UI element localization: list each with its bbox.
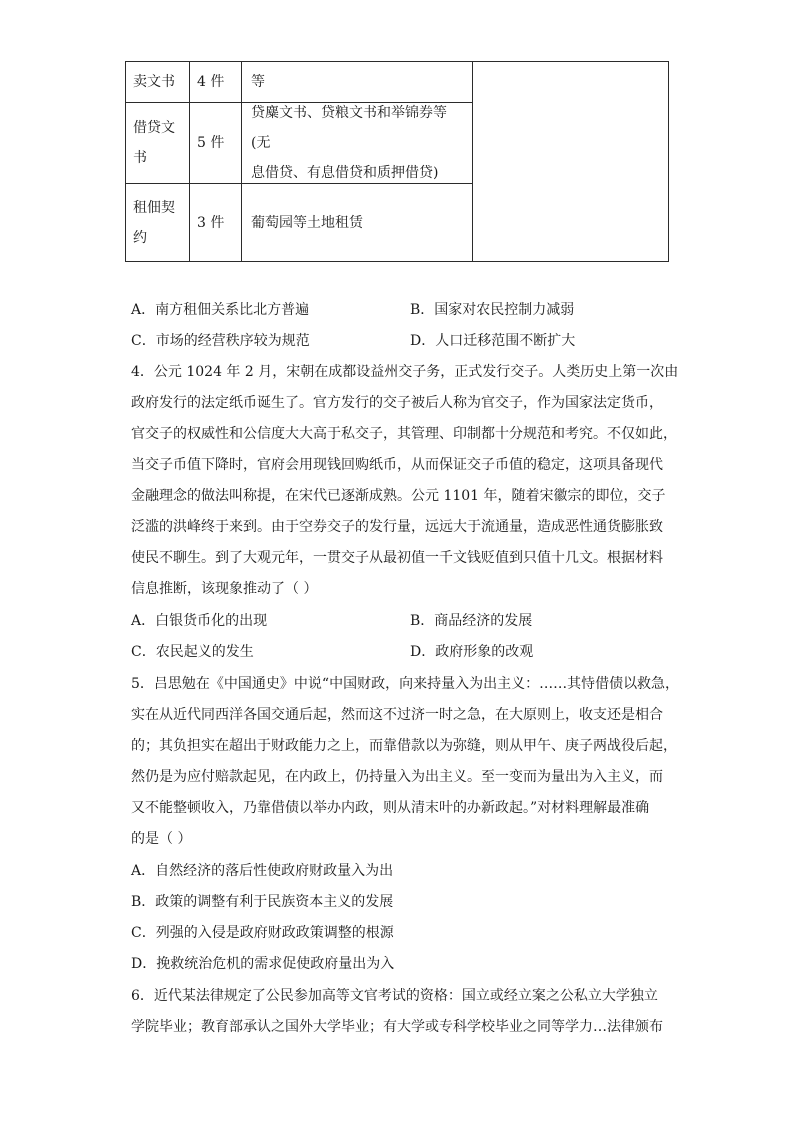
table-cell-count xyxy=(189,103,241,183)
cell-text: 息借贷、有息借贷和质押借贷) xyxy=(251,165,439,181)
q5-text-line: 的是（ ） xyxy=(131,831,192,847)
q4-text-line: 当交子币值下降时，官府会用现钱回购纸币，从而保证交子币值的稳定，这项具备现代 xyxy=(131,457,663,473)
table-divider xyxy=(472,62,473,261)
q5-text-line: 5．吕思勉在《中国通史》中说“中国财政，向来持量入为出主义：……其恃借债以救急， xyxy=(131,676,680,692)
q4-text-line: 政府发行的法定纸币诞生了。官方发行的交子被后人称为官交子，作为国家法定货币， xyxy=(131,395,663,411)
table-cell-type xyxy=(126,184,189,262)
cell-text: 葡萄园等土地租赁 xyxy=(251,215,363,231)
q4-text-line: 官交子的权威性和公信度大大高于私交子，其管理、印制都十分规范和考究。不仅如此， xyxy=(131,426,677,442)
cell-text: 3 件 xyxy=(197,215,225,231)
q5-text-line: 又不能整顿收入，乃靠借债以举办内政，则从清末叶的办新政起。”对材料理解最准确 xyxy=(131,800,650,816)
q4-text-line: 使民不聊生。到了大观元年，一贯交子从最初值一千文钱贬值到只值十几文。根据材料 xyxy=(131,550,663,566)
table-cell-detail xyxy=(241,184,472,262)
q3-option-b: B．国家对农民控制力减弱 xyxy=(410,302,575,318)
cell-text: 贷麋文书、贷粮文书和举锦券等(无 xyxy=(251,105,447,151)
q5-option-c: C．列强的入侵是政府财政政策调整的根源 xyxy=(131,925,394,941)
table-cell-count xyxy=(189,62,241,102)
table-cell-type xyxy=(126,62,189,102)
cell-text: 卖文书 xyxy=(133,74,175,90)
q5-option-a: A．自然经济的落后性使政府财政量入为出 xyxy=(131,863,394,879)
q3-option-a: A．南方租佃关系比北方普遍 xyxy=(131,302,310,318)
q4-option-d: D．政府形象的改观 xyxy=(410,644,534,660)
table-cell-detail xyxy=(241,62,472,102)
q4-text-line: 4．公元 1024 年 2 月，宋朝在成都设益州交子务，正式发行交子。人类历史上第一次由 xyxy=(131,364,679,380)
q4-option-c: C．农民起义的发生 xyxy=(131,644,254,660)
cell-text: 约 xyxy=(133,230,147,246)
q4-option-b: B．商品经济的发展 xyxy=(410,613,533,629)
table-cell-count xyxy=(189,184,241,262)
q5-option-d: D．挽救统治危机的需求促使政府量出为入 xyxy=(131,956,395,972)
cell-text: 5 件 xyxy=(197,135,225,151)
q3-option-d: D．人口迁移范围不断扩大 xyxy=(410,333,576,349)
q5-text-line: 实在从近代同西洋各国交通后起，然而这不过济一时之急，在大原则上，收支还是相合 xyxy=(131,707,663,723)
cell-text: 借贷文 xyxy=(133,120,175,136)
table-cell-type xyxy=(126,103,189,183)
q3-option-c: C．市场的经营秩序较为规范 xyxy=(131,333,310,349)
q4-text-line: 信息推断，该现象推动了（ ） xyxy=(131,581,318,597)
cell-text: 等 xyxy=(251,74,265,90)
q4-option-a: A．白银货币化的出现 xyxy=(131,613,268,629)
q4-text-line: 泛滥的洪峰终于来到。由于空券交子的发行量，远远大于流通量，造成恶性通货膨胀致 xyxy=(131,519,663,535)
q6-text-line: 6．近代某法律规定了公民参加高等文官考试的资格：国立或经立案之公私立大学独立 xyxy=(131,988,658,1004)
q4-text-line: 金融理念的做法叫称提，在宋代已逐渐成熟。公元 1101 年，随着宋徽宗的即位，交子 xyxy=(131,488,666,504)
q5-text-line: 然仍是为应付赔款起见，在内政上，仍持量入为出主义。至一变而为量出为入主义，而 xyxy=(131,769,663,785)
cell-text: 租佃契 xyxy=(133,200,175,216)
table-cell-detail xyxy=(241,103,472,183)
q5-text-line: 的；其负担实在超出于财政能力之上，而靠借款以为弥缝，则从甲午、庚子两战役后起， xyxy=(131,738,677,754)
cell-text: 书 xyxy=(133,150,147,166)
document-table xyxy=(125,61,669,262)
q5-option-b: B．政策的调整有利于民族资本主义的发展 xyxy=(131,894,394,910)
q6-text-line: 学院毕业；教育部承认之国外大学毕业；有大学或专科学校毕业之同等学力…法律颁布 xyxy=(131,1019,663,1035)
cell-text: 4 件 xyxy=(197,74,225,90)
